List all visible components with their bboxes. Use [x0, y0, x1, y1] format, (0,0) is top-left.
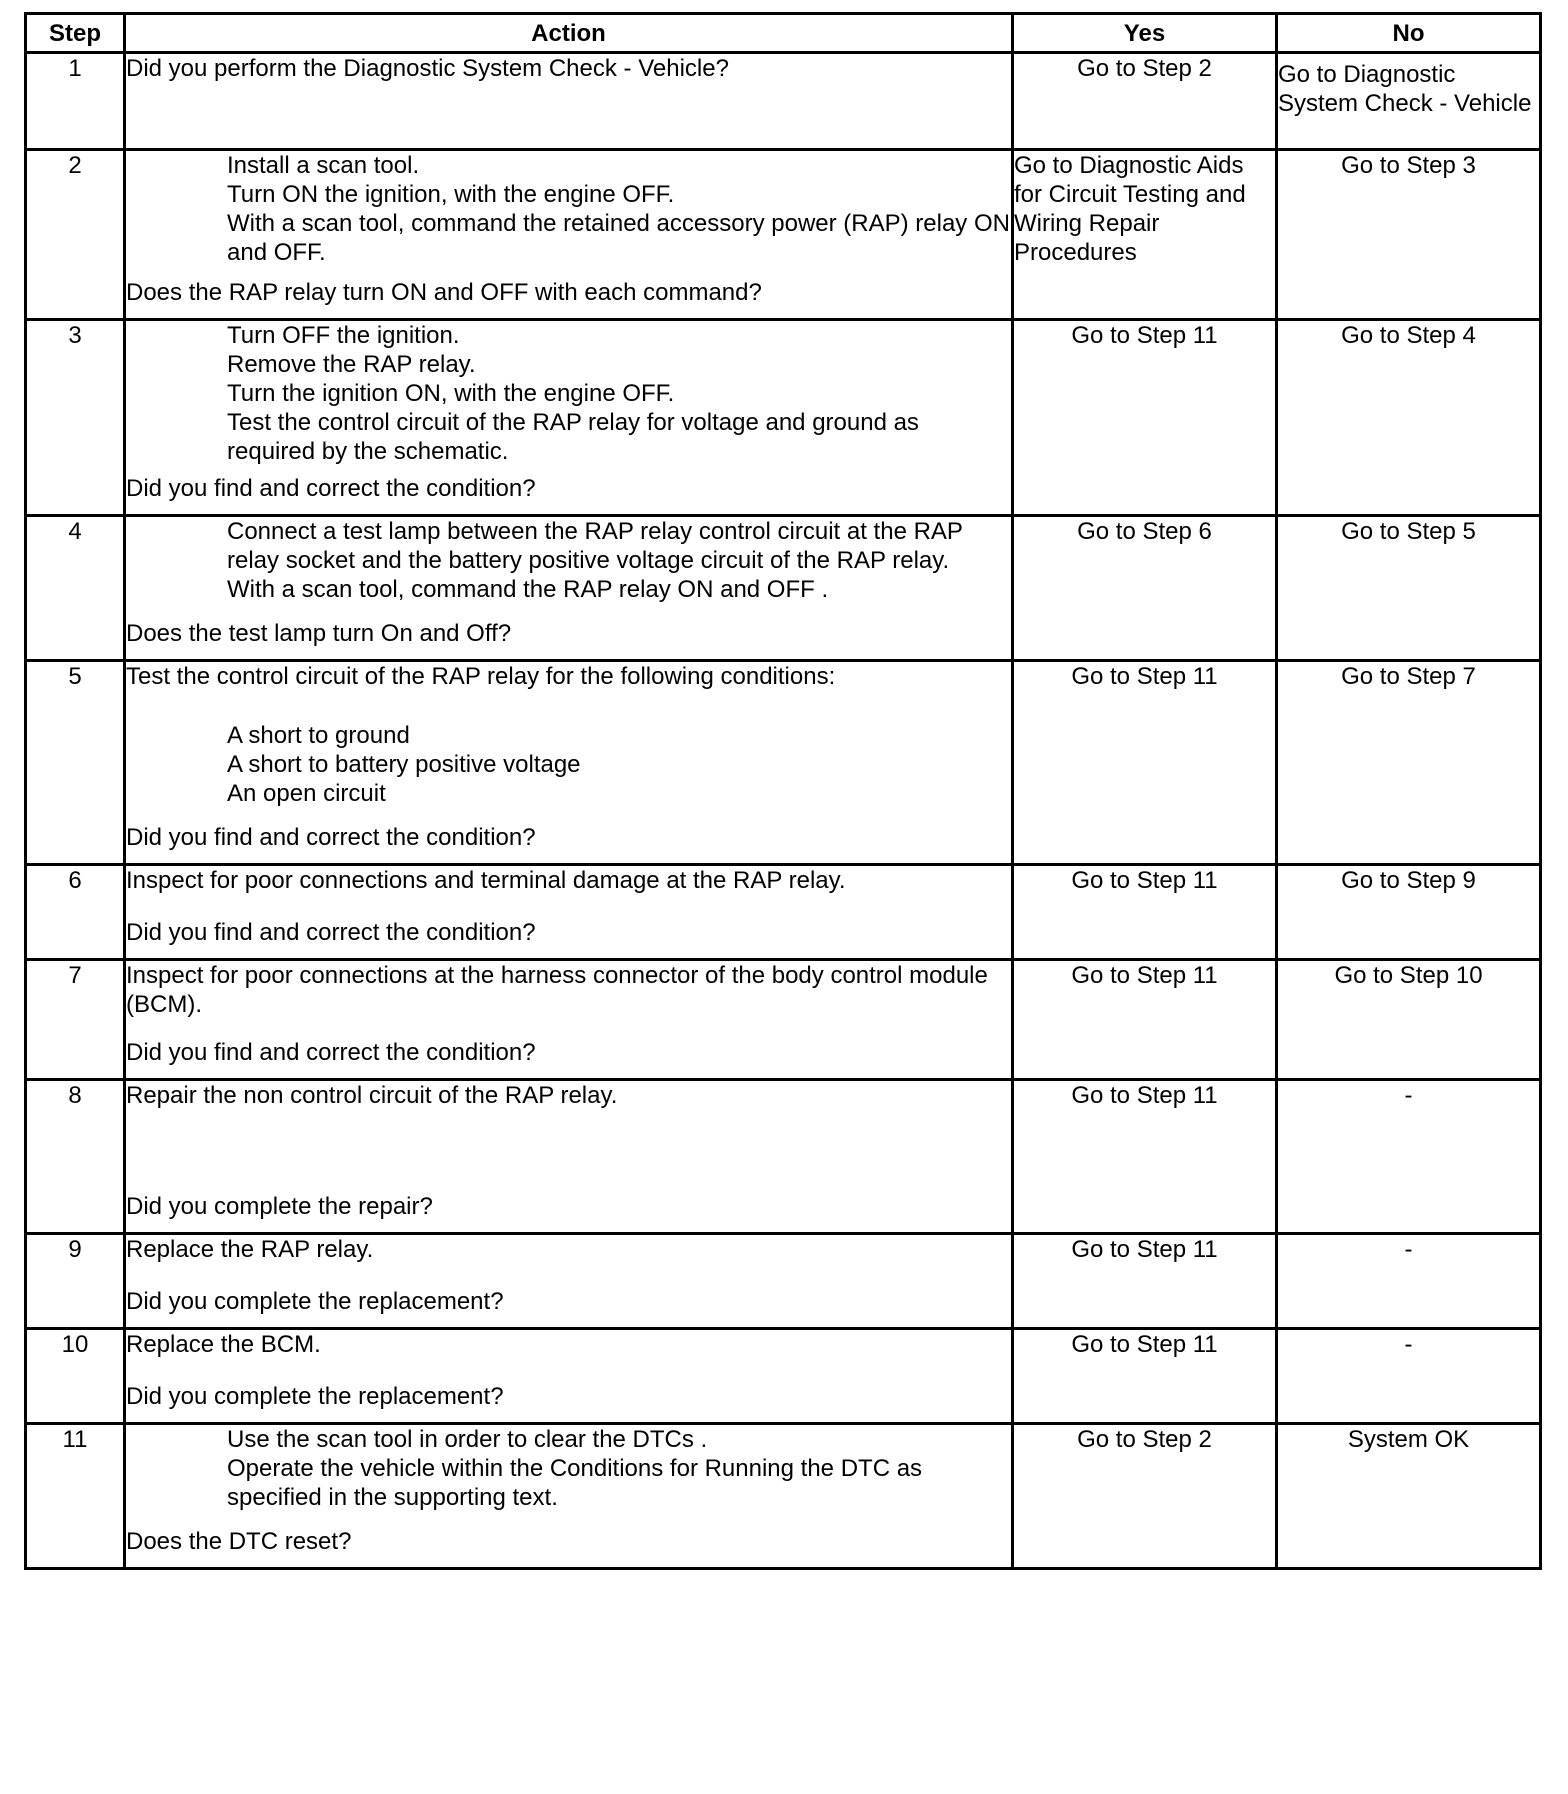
- table-body: [26, 53, 1541, 1569]
- step-number: 1: [26, 53, 125, 150]
- instruction-item: Connect a test lamp between the RAP relay control circuit at the RAP relay socket and the battery positive voltage circuit of the RAP relay.: [227, 518, 963, 574]
- step-number: 4: [26, 516, 125, 661]
- header-yes: Yes: [1013, 14, 1277, 53]
- instruction-item: Turn OFF the ignition.: [227, 322, 460, 349]
- diagnostic-table-page: [24, 12, 1539, 1570]
- no-result: Go to Step 5: [1277, 516, 1541, 661]
- yes-result: Go to Step 6: [1013, 516, 1277, 661]
- yes-result: Go to Step 11: [1013, 1329, 1277, 1424]
- action-question: Did you find and correct the condition?: [126, 919, 536, 946]
- no-result: Go to Step 3: [1277, 150, 1541, 320]
- action-cell: [125, 53, 1013, 150]
- table-row: [26, 516, 1541, 661]
- instruction-item: Use the scan tool in order to clear the DTCs .: [227, 1426, 708, 1453]
- action-cell: [125, 1424, 1013, 1569]
- header-no: No: [1277, 14, 1541, 53]
- no-result: Go to Step 4: [1277, 320, 1541, 516]
- no-result: Go to Step 7: [1277, 661, 1541, 865]
- step-number: 3: [26, 320, 125, 516]
- no-result: Go to Step 9: [1277, 865, 1541, 960]
- step-number: 2: [26, 150, 125, 320]
- instruction-item: Remove the RAP relay.: [227, 351, 476, 378]
- action-cell: [125, 1329, 1013, 1424]
- action-cell: [125, 1080, 1013, 1234]
- action-lead-text: Did you perform the Diagnostic System Check - Vehicle?: [126, 55, 729, 82]
- action-lead-text: Replace the BCM.: [126, 1331, 321, 1358]
- action-question: Did you find and correct the condition?: [126, 475, 536, 502]
- step-number: 9: [26, 1234, 125, 1329]
- instruction-item: With a scan tool, command the retained accessory power (RAP) relay ON and OFF.: [227, 210, 1010, 266]
- instruction-item: Turn ON the ignition, with the engine OFF.: [227, 181, 675, 208]
- action-lead-text: Repair the non control circuit of the RAP relay.: [126, 1082, 618, 1109]
- step-number: 5: [26, 661, 125, 865]
- header-action: Action: [125, 14, 1013, 53]
- action-question: Did you complete the replacement?: [126, 1288, 504, 1315]
- yes-result: Go to Step 11: [1013, 1234, 1277, 1329]
- step-number: 7: [26, 960, 125, 1080]
- action-lead-text: Inspect for poor connections and terminal damage at the RAP relay.: [126, 867, 846, 894]
- table-row: [26, 1424, 1541, 1569]
- action-question: Did you complete the replacement?: [126, 1383, 504, 1410]
- instruction-item: A short to ground: [227, 722, 410, 749]
- no-result: -: [1277, 1234, 1541, 1329]
- yes-result: Go to Step 11: [1013, 865, 1277, 960]
- action-cell: [125, 320, 1013, 516]
- table-row: [26, 150, 1541, 320]
- table-row: [26, 1329, 1541, 1424]
- yes-result: Go to Step 11: [1013, 1080, 1277, 1234]
- header-row: [26, 14, 1541, 53]
- yes-result: Go to Step 2: [1013, 1424, 1277, 1569]
- instruction-item: With a scan tool, command the RAP relay ON and OFF .: [227, 576, 829, 603]
- table-row: [26, 960, 1541, 1080]
- action-question: Did you find and correct the condition?: [126, 824, 536, 851]
- yes-result: Go to Step 11: [1013, 320, 1277, 516]
- instruction-item: An open circuit: [227, 780, 386, 807]
- no-result: Go to Diagnostic System Check - Vehicle: [1277, 53, 1541, 150]
- table-row: [26, 53, 1541, 150]
- no-result: -: [1277, 1080, 1541, 1234]
- action-question: Does the RAP relay turn ON and OFF with each command?: [126, 279, 762, 306]
- action-lead-text: Inspect for poor connections at the harness connector of the body control module (BCM).: [126, 962, 988, 1018]
- table-row: [26, 320, 1541, 516]
- action-lead-text: Test the control circuit of the RAP relay for the following conditions:: [126, 663, 836, 690]
- yes-result: Go to Step 11: [1013, 960, 1277, 1080]
- action-lead-text: Replace the RAP relay.: [126, 1236, 374, 1263]
- action-question: Does the DTC reset?: [126, 1528, 352, 1555]
- table-row: [26, 865, 1541, 960]
- table-row: [26, 661, 1541, 865]
- table-row: [26, 1234, 1541, 1329]
- no-result: -: [1277, 1329, 1541, 1424]
- instruction-item: Operate the vehicle within the Conditions for Running the DTC as specified in the supporting text.: [227, 1455, 923, 1511]
- action-question: Did you complete the repair?: [126, 1193, 433, 1220]
- instruction-item: Test the control circuit of the RAP relay for voltage and ground as required by the schematic.: [227, 409, 919, 465]
- action-cell: [125, 150, 1013, 320]
- action-cell: [125, 661, 1013, 865]
- action-question: Did you find and correct the condition?: [126, 1039, 536, 1066]
- yes-result: Go to Diagnostic Aids for Circuit Testing and Wiring Repair Procedures: [1013, 150, 1277, 320]
- step-number: 8: [26, 1080, 125, 1234]
- action-cell: [125, 516, 1013, 661]
- step-number: 11: [26, 1424, 125, 1569]
- header-step: Step: [26, 14, 125, 53]
- table-row: [26, 1080, 1541, 1234]
- action-question: Does the test lamp turn On and Off?: [126, 620, 512, 647]
- step-number: 6: [26, 865, 125, 960]
- action-cell: [125, 865, 1013, 960]
- no-result: Go to Step 10: [1277, 960, 1541, 1080]
- instruction-item: Install a scan tool.: [227, 152, 420, 179]
- no-result: System OK: [1277, 1424, 1541, 1569]
- instruction-item: A short to battery positive voltage: [227, 751, 581, 778]
- yes-result: Go to Step 2: [1013, 53, 1277, 150]
- diagnostic-table: [24, 12, 1542, 1570]
- step-number: 10: [26, 1329, 125, 1424]
- instruction-item: Turn the ignition ON, with the engine OFF.: [227, 380, 675, 407]
- action-cell: [125, 1234, 1013, 1329]
- action-cell: [125, 960, 1013, 1080]
- yes-result: Go to Step 11: [1013, 661, 1277, 865]
